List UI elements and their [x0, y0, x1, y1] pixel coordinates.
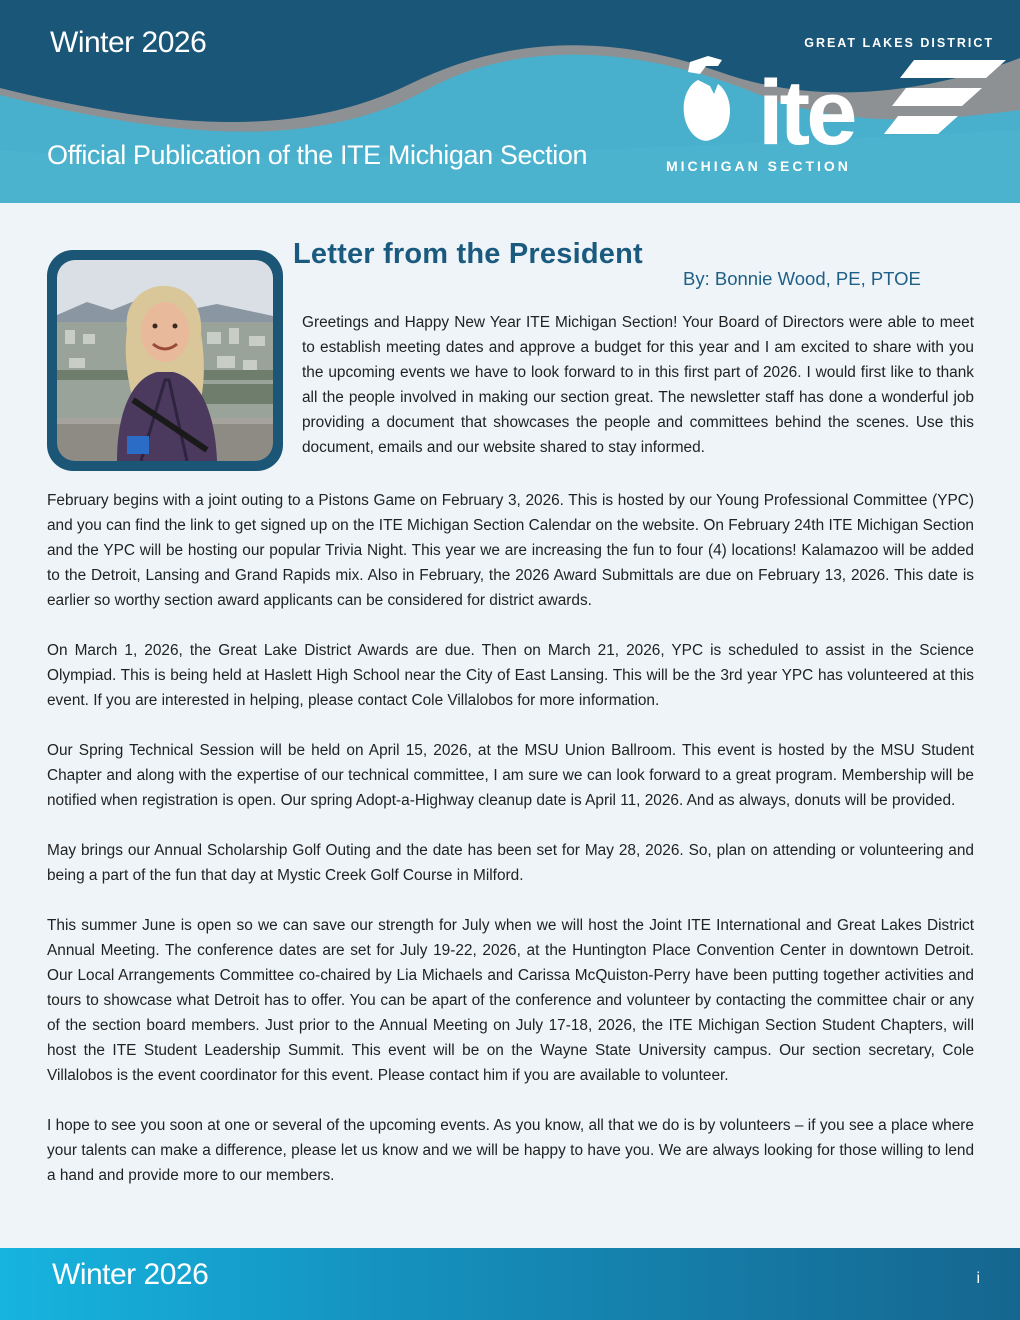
page-header [0, 0, 1020, 203]
paragraph-closing: I hope to see you soon at one or several of the upcoming events. As you know, all that we do is by volunteers – if you see a place where your talents can make a difference, please let us know and we will be happy to have you. We are always looking for those willing to lend a hand and provide more to our members. [47, 1117, 974, 1184]
paragraph-february: February begins with a joint outing to a Pistons Game on February 3, 2026. This is hosted by our Young Professional Committee (YPC) and you can find the link to get signed up on the ITE Michigan Section Calendar on the website. On February 24th ITE Michigan Section and the YPC will be hosting our popular Trivia Night. This year we are increasing the fun to four (4) locations! Kalamazoo will be added to the Detroit, Lansing and Grand Rapids mix. Also in February, the 2026 Award Submittals are due on February 13, 2026. This date is earlier so worthy section award applicants can be considered for district awards. [47, 492, 974, 609]
president-photo [57, 260, 273, 461]
article-byline: By: Bonnie Wood, PE, PTOE [683, 268, 921, 289]
logo-section-text: MICHIGAN SECTION [666, 158, 851, 174]
page-footer [0, 1248, 1020, 1320]
paragraph-may: May brings our Annual Scholarship Golf Outing and the date has been set for May 28, 2026. So, plan on attending or volunteering and being a part of the fun that day at Mystic Creek Golf Course in Milford. [47, 842, 974, 884]
paragraph-april: Our Spring Technical Session will be held on April 15, 2026, at the MSU Union Ballroom. This event is hosted by the MSU Student Chapter and along with the expertise of our technical committee, I am sure we can look forward to a great program. Membership will be notified when registration is open. Our spring Adopt-a-Highway cleanup date is April 11, 2026. And as always, donuts will be provided. [47, 742, 974, 809]
issue-label: Winter 2026 [50, 26, 207, 59]
paragraph-march: On March 1, 2026, the Great Lake District Awards are due. Then on March 21, 2026, YPC is scheduled to assist in the Science Olympiad. This is being held at Haslett High School near the City of East Lansing. This will be the 3rd year YPC has volunteered at this event. If you are interested in helping, please contact Cole Villalobos for more information. [47, 642, 974, 709]
page-number: i [976, 1270, 980, 1287]
logo-wordmark: ite [758, 62, 854, 162]
intro-paragraph: Greetings and Happy New Year ITE Michigan Section! Your Board of Directors were able to meet to establish meeting dates and approve a budget for this year and I am excited to share with you the upcoming events we have to look forward to in this first part of 2026. I would first like to thank all the people involved in making our section great. The newsletter staff has done a wonderful job providing a document that showcases the people and committees behind the scenes. Use this document, emails and our website shared to stay informed. [302, 314, 974, 456]
paragraph-summer: This summer June is open so we can save our strength for July when we will host the Joint ITE International and Great Lakes District Annual Meeting. The conference dates are set for July 19-22, 2026, at the Huntington Place Convention Center in downtown Detroit. Our Local Arrangements Committee co-chaired by Lia Michaels and Carissa McQuiston-Perry have been putting together activities and tours to showcase what Detroit has to offer. You can be apart of the conference and volunteer by contacting the committee chair or any of the section board members. Just prior to the Annual Meeting on July 17-18, 2026, the ITE Michigan Section Student Chapters, will host the ITE Student Leadership Summit. This event will be on the Wayne State University campus. Our section secretary, Cole Villalobos is the event coordinator for this event. Please contact him if you are available to volunteer. [47, 917, 974, 1084]
president-portrait-icon [57, 260, 273, 461]
president-photo-frame [47, 250, 283, 471]
article-title: Letter from the President [293, 238, 643, 270]
footer-issue-label: Winter 2026 [52, 1258, 209, 1291]
article-body [47, 488, 974, 1213]
ite-logo [660, 30, 1010, 180]
logo-district-text: GREAT LAKES DISTRICT [804, 36, 994, 50]
publication-subtitle: Official Publication of the ITE Michigan Section [47, 140, 588, 170]
ite-logo-mark [660, 52, 1010, 162]
